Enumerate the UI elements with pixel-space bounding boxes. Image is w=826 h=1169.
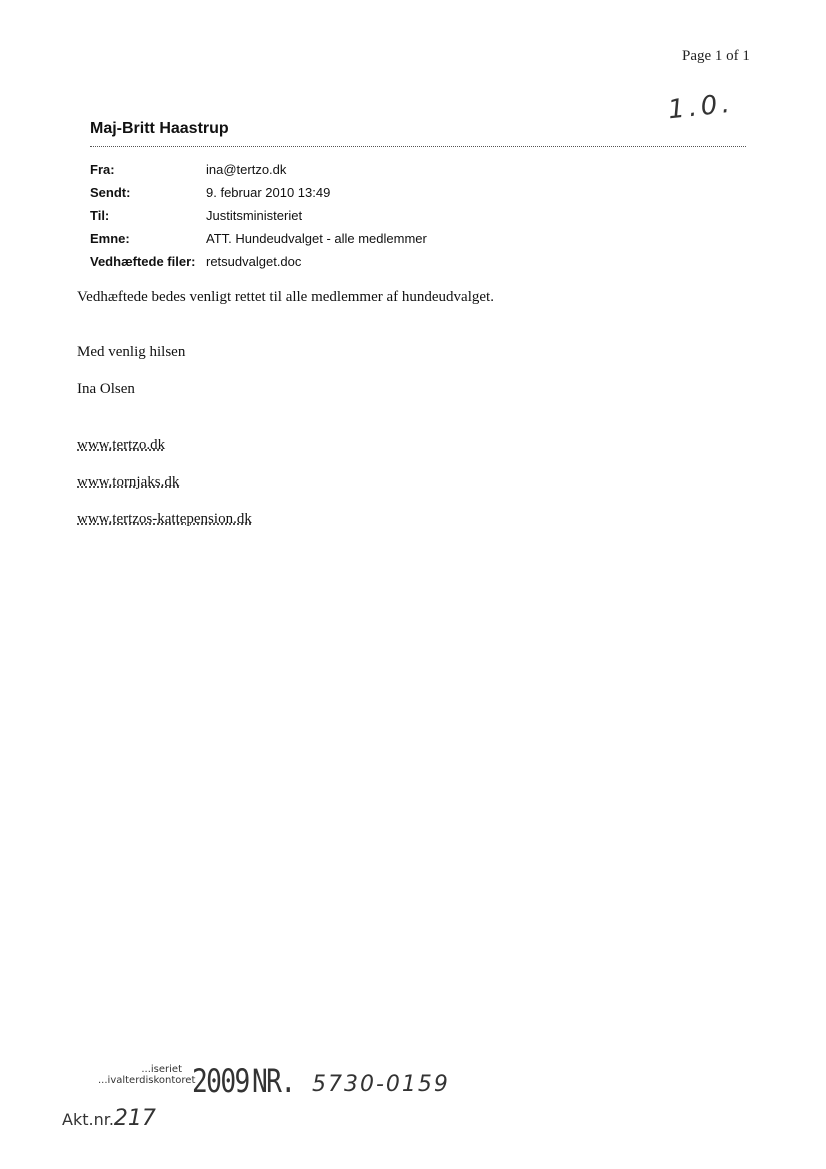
handwritten-mark: 1.0. [666,88,736,126]
header-row-from [90,158,427,181]
link-tertzo[interactable]: www.tertzo.dk [77,437,166,453]
stamp-nr: NR. [252,1062,295,1100]
office-stamp-line2: ...ivalterdiskontoret [98,1075,196,1086]
header-value-to: Justitsministeriet [206,208,303,223]
header-label-subject: Emne: [90,231,130,246]
header-value-from: ina@tertzo.dk [206,162,287,177]
header-row-attachments [90,250,427,273]
header-divider [90,146,746,147]
header-value-subject: ATT. Hundeudvalget - alle medlemmer [206,231,427,246]
email-headers [90,158,427,273]
page-number: Page 1 of 1 [682,48,750,64]
akt-number-stamp [62,1106,156,1131]
header-label-to: Til: [90,208,110,223]
akt-number: 217 [113,1106,156,1131]
akt-label: Akt.nr. [62,1110,114,1129]
header-label-sent: Sendt: [90,185,131,200]
recipient-name: Maj-Britt Haastrup [90,120,229,137]
header-value-attachments: retsudvalget.doc [206,254,302,269]
header-row-subject [90,227,427,250]
office-stamp [98,1064,196,1086]
email-body: Vedhæftede bedes venligt rettet til alle medlemmer af hundeudvalget. [77,289,494,305]
link-tornjaks[interactable]: www.tornjaks.dk [77,474,180,490]
signature: Ina Olsen [77,381,135,397]
header-value-sent: 9. februar 2010 13:49 [206,185,331,200]
header-row-to [90,204,427,227]
office-stamp-line1: ...iseriet [141,1064,182,1075]
header-label-from: Fra: [90,162,115,177]
header-label-attachments: Vedhæftede filer: [90,254,196,269]
stamp-year: 2009 [192,1062,249,1100]
link-kattepension[interactable]: www.tertzos-kattepension.dk [77,511,252,527]
header-row-sent [90,181,427,204]
stamp-case-number: 5730-0159 [312,1072,450,1097]
greeting: Med venlig hilsen [77,344,186,360]
